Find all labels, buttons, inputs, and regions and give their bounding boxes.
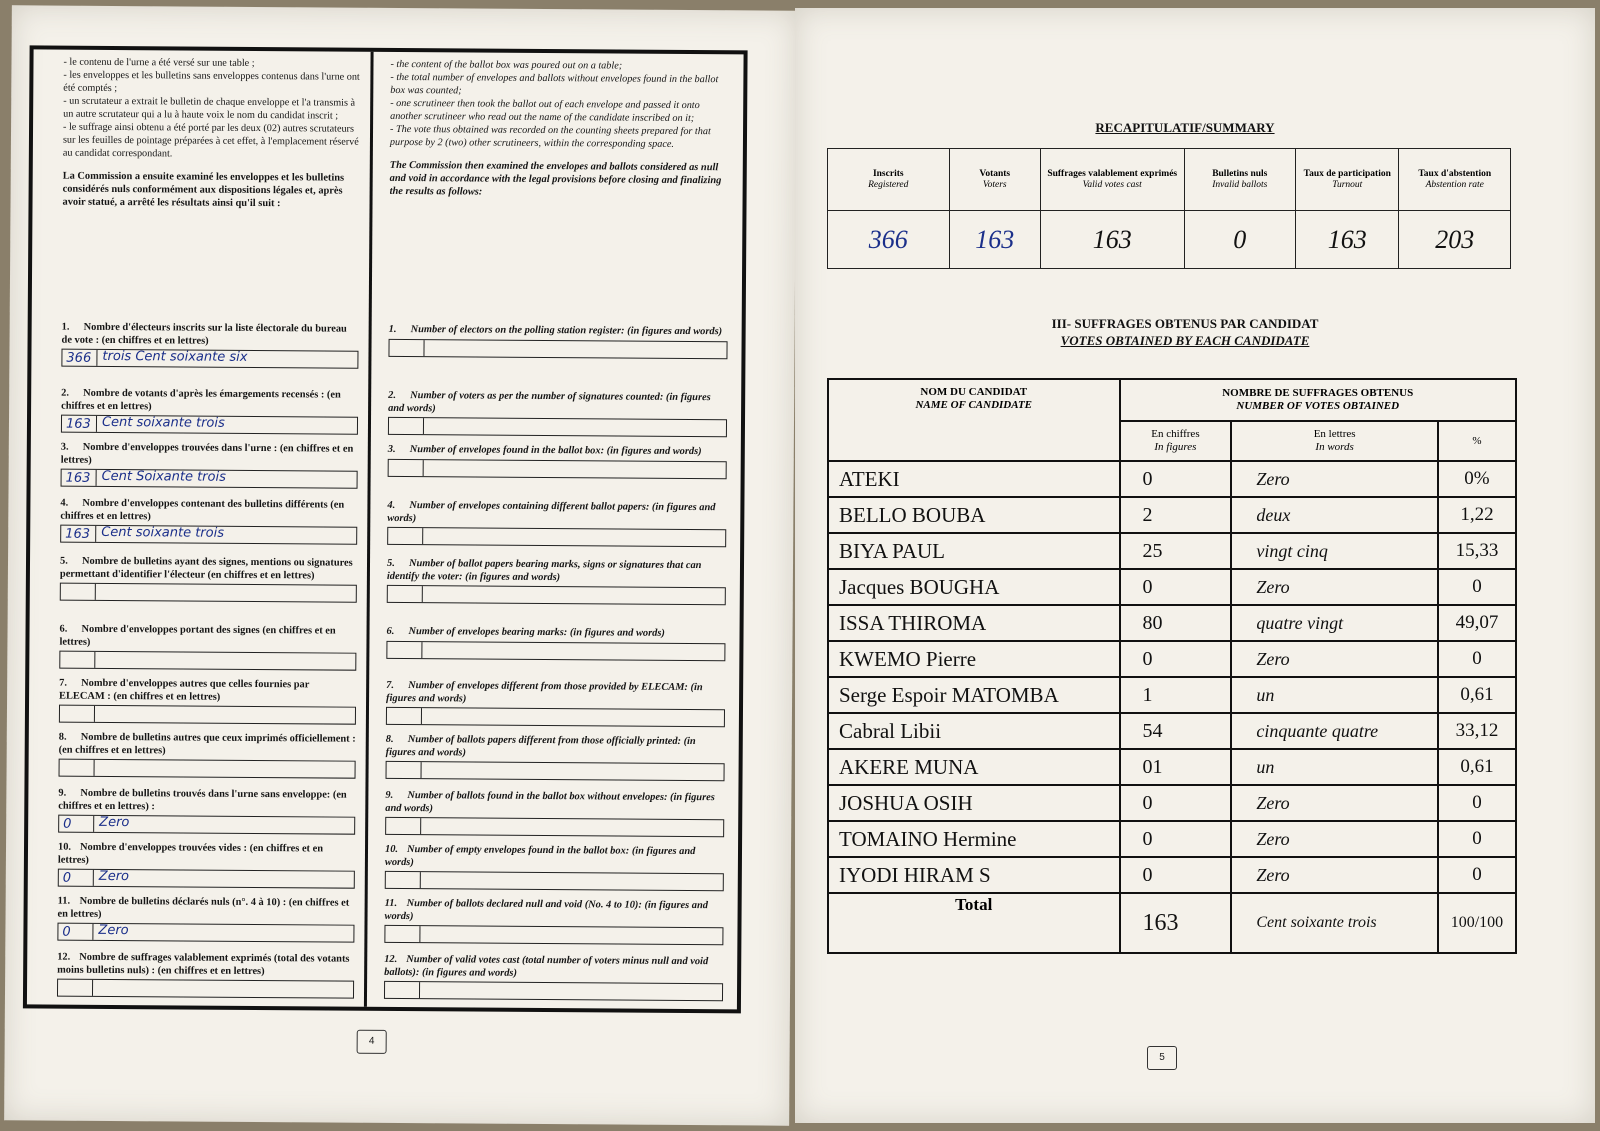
votes-figures: 0: [1120, 641, 1232, 677]
question-number: 4.: [387, 499, 396, 511]
question-text: [62, 322, 359, 349]
votes-table: [827, 378, 1517, 954]
votes-percent: 0: [1438, 821, 1516, 857]
question-text: [387, 558, 726, 585]
summary-value: 366: [828, 211, 950, 269]
question-number: 8.: [385, 733, 394, 745]
question-number: 4.: [60, 497, 69, 509]
french-commission-paragraph: La Commission a ensuite examiné les enveloppes et les bulletins considérés nuls conformément aux dispositions légales et, après avoir statué, a arrêté les résultats ainsi qu'il suit :: [62, 170, 345, 210]
question-item: [57, 896, 354, 943]
english-column: [370, 52, 740, 1010]
question-text: [57, 952, 354, 979]
answer-field[interactable]: [384, 981, 723, 1001]
candidate-row: [828, 821, 1516, 857]
intro-line: - un scrutateur a extrait le bulletin de chaque enveloppe et l'a transmis à un autre scrutateur qui a lu à haute voix le nom du candidat inscrit ;: [63, 95, 356, 122]
question-number: 6.: [59, 623, 68, 635]
question-number: 8.: [58, 731, 67, 743]
question-item: [384, 954, 723, 1001]
question-number: 2.: [61, 387, 70, 399]
question-label: Nombre de suffrages valablement exprimés (total des votants moins bulletins nuls) : (en chiffres et en lettres): [57, 951, 350, 977]
french-column: [27, 49, 374, 1006]
answer-field[interactable]: [386, 640, 725, 660]
question-item: [61, 322, 358, 369]
votes-words: Zero: [1231, 857, 1438, 893]
question-number: 11.: [384, 897, 398, 909]
votes-figures: 54: [1120, 713, 1232, 749]
votes-words: Zero: [1231, 461, 1438, 497]
question-label: Number of empty envelopes found in the ballot box: (in figures and words): [384, 844, 696, 868]
answer-field[interactable]: [385, 817, 724, 837]
question-text: [388, 390, 727, 417]
intro-line: - le suffrage ainsi obtenu a été porté par les deux (02) autres scrutateurs sur les feuilles de pointage préparées à cet effet, à l'emplacement réservé au candidat correspondant.: [62, 121, 359, 160]
figures-header: En chiffres In figures: [1120, 421, 1232, 461]
question-number: 2.: [388, 389, 397, 401]
question-item: [385, 790, 724, 837]
candidate-name: Jacques BOUGHA: [828, 569, 1120, 605]
votes-figures: 1: [1120, 677, 1232, 713]
question-number: 6.: [386, 625, 395, 637]
question-text: [385, 790, 724, 817]
candidate-row: [828, 641, 1516, 677]
question-label: Number of ballots declared null and void (No. 4 to 10): (in figures and words): [384, 898, 709, 922]
question-number: 10.: [384, 843, 399, 855]
summary-header: Bulletins nuls Invalid ballots: [1184, 149, 1295, 211]
question-item: [387, 558, 726, 605]
question-number: 12.: [384, 953, 398, 965]
candidate-name: IYODI HIRAM S: [828, 857, 1120, 893]
question-text: [388, 444, 727, 459]
votes-percent: 0: [1438, 857, 1516, 893]
summary-header: Inscrits Registered: [828, 149, 950, 211]
candidate-name: JOSHUA OSIH: [828, 785, 1120, 821]
question-item: [387, 500, 726, 547]
question-item: [388, 324, 727, 359]
question-label: Nombre d'enveloppes contenant des bulletins différents (en chiffres et en lettres): [60, 497, 345, 522]
answer-words: Zero: [99, 814, 130, 831]
votes-percent: 1,22: [1438, 497, 1516, 533]
votes-percent: 15,33: [1438, 533, 1516, 569]
answer-field[interactable]: [387, 527, 726, 547]
candidate-name: ATEKI: [828, 461, 1120, 497]
question-label: Nombre d'enveloppes trouvées dans l'urne : (en chiffres et en lettres): [60, 441, 354, 466]
votes-figures: 01: [1120, 749, 1232, 785]
question-text: [386, 734, 725, 761]
question-number: 1.: [61, 321, 70, 333]
question-item: [60, 498, 357, 545]
question-item: [61, 388, 358, 435]
total-figures: 163: [1120, 893, 1232, 953]
answer-words: Cent soixante trois: [101, 414, 225, 431]
question-text: [61, 442, 358, 469]
answer-words: Cent Soixante trois: [101, 468, 226, 485]
votes-figures: 0: [1120, 785, 1232, 821]
intro-line: - le contenu de l'urne a été versé sur une table ;: [63, 56, 255, 69]
votes-title-en: VOTES OBTAINED BY EACH CANDIDATE: [1060, 333, 1310, 348]
candidate-name: BIYA PAUL: [828, 533, 1120, 569]
votes-words: Zero: [1231, 785, 1438, 821]
question-text: [58, 842, 355, 869]
answer-words: trois Cent soixante six: [102, 348, 248, 365]
answer-field[interactable]: [59, 759, 356, 779]
question-label: Number of envelopes containing different ballot papers: (in figures and words): [387, 500, 716, 524]
answer-field[interactable]: [57, 923, 354, 943]
candidate-row: [828, 749, 1516, 785]
votes-words: un: [1231, 749, 1438, 785]
question-label: Nombre d'électeurs inscrits sur la liste électorale du bureau de vote : (en chiffres et en lettres): [61, 321, 347, 347]
votes-percent: 33,12: [1438, 713, 1516, 749]
votes-figures: 80: [1120, 605, 1232, 641]
question-label: Number of ballots found in the ballot box without envelopes: (in figures and words): [385, 790, 715, 814]
votes-percent: 0: [1438, 569, 1516, 605]
intro-line: - les enveloppes et les bulletins sans enveloppes contenus dans l'urne ont été comptés ;: [63, 69, 360, 95]
percent-header: %: [1438, 421, 1516, 461]
question-number: 7.: [59, 677, 68, 689]
summary-header: Taux de participation Turnout: [1296, 149, 1399, 211]
votes-words: Zero: [1231, 569, 1438, 605]
question-label: Number of ballot papers bearing marks, signs or signatures that can identify the voter: (in figures and words): [386, 558, 702, 583]
answer-field[interactable]: [57, 979, 354, 999]
question-number: 3.: [60, 441, 69, 453]
question-label: Nombre d'enveloppes trouvées vides : (en chiffres et en lettres): [57, 841, 324, 866]
candidate-row: [828, 713, 1516, 749]
votes-percent: 0%: [1438, 461, 1516, 497]
question-label: Nombre de votants d'après les émargements recensés : (en chiffres et en lettres): [61, 387, 341, 412]
answer-words: Zero: [98, 922, 129, 939]
candidate-name: Serge Espoir MATOMBA: [828, 677, 1120, 713]
french-intro: [63, 56, 361, 162]
right-page: [795, 8, 1595, 1123]
english-commission-paragraph: The Commission then examined the envelopes and ballots considered as null and void in accordance with the legal provisions before closing and finalizing the results as follows:: [389, 159, 722, 198]
question-text: [387, 500, 726, 527]
question-item: [386, 680, 725, 727]
answer-field[interactable]: [386, 761, 725, 781]
question-number: 1.: [388, 323, 397, 335]
answer-field[interactable]: [384, 925, 723, 945]
votes-header: NOMBRE DE SUFFRAGES OBTENUS NUMBER OF VOTES OBTAINED: [1120, 379, 1517, 421]
question-text: [59, 624, 356, 651]
votes-percent: 0: [1438, 785, 1516, 821]
votes-words: deux: [1231, 497, 1438, 533]
answer-field[interactable]: [59, 705, 356, 725]
candidate-row: [828, 533, 1516, 569]
candidate-name-header: NOM DU CANDIDAT NAME OF CANDIDATE: [828, 379, 1120, 461]
summary-value: 163: [1296, 211, 1399, 269]
question-text: [60, 556, 357, 583]
question-label: Number of envelopes bearing marks: (in figures and words): [408, 626, 665, 639]
form-frame: [23, 45, 748, 1013]
candidate-name: TOMAINO Hermine: [828, 821, 1120, 857]
candidate-name: BELLO BOUBA: [828, 497, 1120, 533]
answer-field[interactable]: [60, 525, 357, 545]
question-item: [61, 442, 358, 489]
answer-field[interactable]: [60, 583, 357, 603]
votes-figures: 0: [1120, 461, 1232, 497]
summary-value: 163: [949, 211, 1040, 269]
votes-words: Zero: [1231, 821, 1438, 857]
answer-field[interactable]: [387, 585, 726, 605]
answer-figures: 163: [65, 416, 91, 432]
candidate-row: [828, 785, 1516, 821]
question-label: Number of ballots papers different from those officially printed: (in figures and words): [385, 734, 696, 758]
question-item: [57, 952, 354, 999]
intro-line: - the content of the ballot box was poured out on a table;: [390, 58, 623, 72]
question-label: Nombre d'enveloppes portant des signes (en chiffres et en lettres): [59, 623, 336, 648]
question-text: [59, 678, 356, 705]
answer-field[interactable]: [58, 815, 355, 835]
question-label: Number of envelopes found in the ballot box: (in figures and words): [409, 444, 702, 458]
answer-figures: 163: [65, 526, 91, 542]
page-number: 4: [357, 1030, 387, 1054]
question-text: [384, 954, 723, 981]
question-text: [385, 898, 724, 925]
votes-figures: 0: [1120, 821, 1232, 857]
candidate-row: [828, 857, 1516, 893]
candidate-name: AKERE MUNA: [828, 749, 1120, 785]
total-label: Total: [828, 893, 1120, 953]
summary-table: [827, 148, 1511, 269]
candidate-row: [828, 605, 1516, 641]
question-text: [386, 626, 725, 641]
question-label: Number of valid votes cast (total number of voters minus null and void ballots): (in figures and words): [384, 954, 709, 979]
answer-field[interactable]: [388, 338, 727, 358]
votes-words: cinquante quatre: [1231, 713, 1438, 749]
question-text: [60, 498, 357, 525]
votes-percent: 0: [1438, 641, 1516, 677]
answer-field[interactable]: [388, 458, 727, 478]
question-item: [59, 732, 356, 779]
answer-field[interactable]: [58, 869, 355, 889]
question-number: 5.: [59, 555, 68, 567]
question-text: [59, 732, 356, 759]
question-number: 9.: [58, 787, 67, 799]
question-item: [59, 624, 356, 671]
question-number: 10.: [57, 841, 72, 853]
candidate-row: [828, 497, 1516, 533]
question-label: Nombre de bulletins autres que ceux imprimés officiellement : (en chiffres et en lettres): [58, 731, 356, 756]
question-label: Number of electors on the polling station register: (in figures and words): [410, 324, 723, 338]
answer-field[interactable]: [61, 469, 358, 489]
question-label: Nombre d'enveloppes autres que celles fournies par ELECAM : (en chiffres et en lettres): [59, 677, 310, 703]
left-page: [4, 5, 797, 1125]
candidate-name: Cabral Libii: [828, 713, 1120, 749]
votes-figures: 2: [1120, 497, 1232, 533]
answer-figures: 0: [63, 816, 72, 832]
summary-header: Votants Voters: [949, 149, 1040, 211]
question-number: 11.: [57, 895, 71, 907]
question-label: Nombre de bulletins déclarés nuls (n°. 4 à 10) : (en chiffres et en lettres): [57, 895, 350, 920]
candidate-name: KWEMO Pierre: [828, 641, 1120, 677]
question-text: [386, 680, 725, 707]
answer-field[interactable]: [388, 417, 727, 437]
intro-line: - one scrutineer then took the ballot out of each envelope and passed it onto another scrutineer who read out the name of the candidate inscribed on it;: [390, 97, 700, 125]
answer-field[interactable]: [61, 415, 358, 435]
candidate-row: [828, 677, 1516, 713]
summary-title: RECAPITULATIF/SUMMARY: [1095, 120, 1275, 135]
votes-percent: 0,61: [1438, 749, 1516, 785]
question-item: [386, 626, 725, 661]
question-item: [385, 844, 724, 891]
question-text: [61, 388, 358, 415]
answer-figures: 163: [65, 470, 91, 486]
votes-percent: 49,07: [1438, 605, 1516, 641]
question-text: [58, 788, 355, 815]
answer-figures: 366: [66, 350, 92, 366]
question-item: [388, 390, 727, 437]
question-text: [58, 896, 355, 923]
votes-percent: 0,61: [1438, 677, 1516, 713]
intro-line: - the total number of envelopes and ballots without envelopes found in the ballot box was counted;: [390, 71, 719, 97]
question-number: 12.: [57, 951, 71, 963]
english-intro: [390, 58, 730, 151]
votes-words: un: [1231, 677, 1438, 713]
candidate-row: [828, 461, 1516, 497]
question-number: 9.: [385, 789, 394, 801]
total-percent: 100/100: [1438, 893, 1516, 953]
votes-words: Zero: [1231, 641, 1438, 677]
answer-figures: 0: [62, 870, 72, 886]
question-item: [388, 444, 727, 479]
question-text: [385, 844, 724, 871]
question-label: Number of envelopes different from those provided by ELECAM: (in figures and words): [386, 680, 703, 704]
intro-line: - The vote thus obtained was recorded on the counting sheets prepared for that purpose by 2 (two) other scrutineers, within the corresponding space.: [389, 123, 711, 150]
summary-value: 203: [1399, 211, 1511, 269]
page-number: 5: [1147, 1046, 1177, 1070]
summary-header: Suffrages valablement exprimés Valid votes cast: [1040, 149, 1184, 211]
question-text: [389, 324, 728, 339]
candidate-row: [828, 569, 1516, 605]
total-words: Cent soixante trois: [1231, 893, 1438, 953]
summary-value: 163: [1040, 211, 1184, 269]
votes-figures: 0: [1120, 569, 1232, 605]
question-item: [384, 898, 723, 945]
answer-words: Zero: [98, 868, 130, 885]
question-label: Nombre de bulletins ayant des signes, mentions ou signatures permettant d'identifier l'électeur (en chiffres et en lettres): [59, 555, 353, 581]
votes-title-fr: III- SUFFRAGES OBTENUS PAR CANDIDAT: [1051, 316, 1319, 331]
question-label: Number of voters as per the number of signatures counted: (in figures and words): [388, 390, 711, 414]
summary-value: 0: [1184, 211, 1295, 269]
question-item: [386, 734, 725, 781]
votes-words: quatre vingt: [1231, 605, 1438, 641]
votes-words: vingt cinq: [1231, 533, 1438, 569]
question-number: 3.: [387, 443, 396, 455]
question-number: 7.: [386, 679, 394, 691]
answer-figures: 0: [62, 924, 71, 940]
answer-field[interactable]: [385, 871, 724, 891]
question-item: [58, 842, 355, 889]
answer-field[interactable]: [386, 707, 725, 727]
question-item: [60, 556, 357, 603]
answer-words: Cent soixante trois: [101, 524, 225, 541]
votes-figures: 25: [1120, 533, 1232, 569]
summary-header: Taux d'abstention Abstention rate: [1399, 149, 1511, 211]
candidate-name: ISSA THIROMA: [828, 605, 1120, 641]
answer-field[interactable]: [59, 651, 356, 671]
votes-figures: 0: [1120, 857, 1232, 893]
question-number: 5.: [386, 557, 395, 569]
question-item: [59, 678, 356, 725]
question-label: Nombre de bulletins trouvés dans l'urne sans enveloppe: (en chiffres et en lettres) :: [58, 787, 347, 812]
answer-field[interactable]: [61, 349, 358, 369]
question-item: [58, 788, 355, 835]
words-header: En lettres In words: [1231, 421, 1438, 461]
